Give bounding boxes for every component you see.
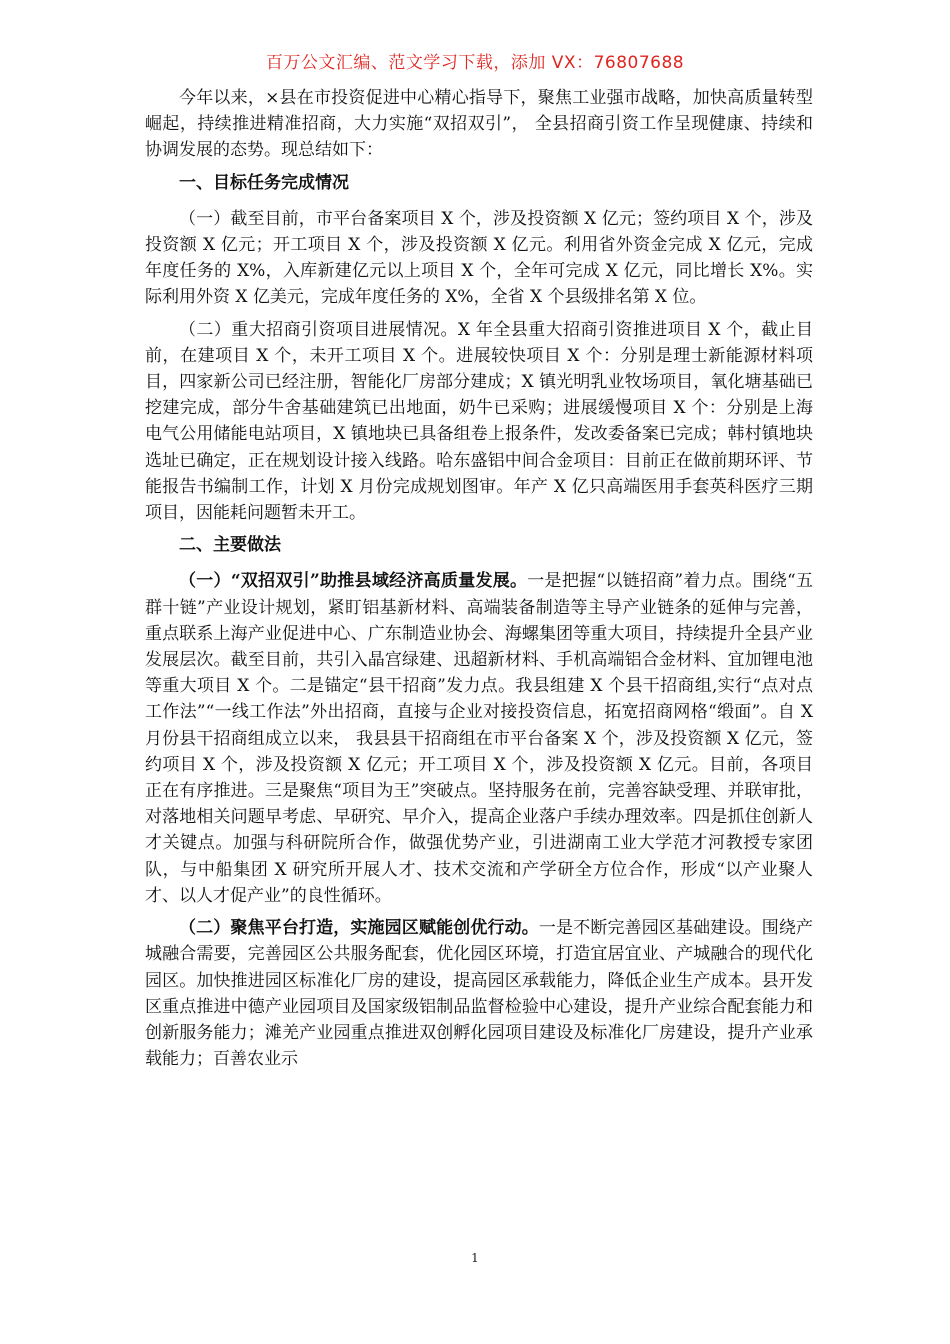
header-banner: 百万公文汇编、范文学习下载，添加 VX：76807688 [265,53,685,73]
page-number: 1 [471,1251,479,1265]
paragraph-body: 一是把握“以链招商”着力点。围绕“五群十链”产业设计规划，紧盯铝基新材料、高端装备制造等主导产业链条的延伸与完善，重点联系上海产业促进中心、广东制造业协会、海螺集团等重大项目，持续提升全县产业发展层次。截至目前，共引入晶宫绿建、迅超新材料、手机高端铝合金材料、宜加锂电池等重大项目 X 个。二是锚定“县干招商”发力点。我县组建 X 个县干招商组,实行“点对点工作法”“一线工作法”外出招商，直接与企业对接投资信息，拓宽招商网格“缎面”。自 X 月份县干招商组成立以来， 我县县干招商组在市平台备案 X 个，涉及投资额 X 亿元，签约项目 X 个，涉及投资额 X 亿元；开工项目 X 个，涉及投资额 X 亿元。目前，各项目正在有序推进。三是聚焦“项目为王”突破点。坚持服务在前，完善容缺受理、并联审批，对落地相关问题早考虑、早研究、早介入，提高企业落户手续办理效率。四是抓住创新人才关键点。加强与科研院所合作，做强优势产业，引进湖南工业大学范才河教授专家团队，与中船集团 X 研究所开展人才、技术交流和产学研全方位合作，形成“以产业聚人才、以人才促产业”的良性循环。 [145,571,813,906]
section1-paragraph-1: （一）截至目前，市平台备案项目 X 个，涉及投资额 X 亿元；签约项目 X 个，涉及投资额 X 亿元；开工项目 X 个，涉及投资额 X 亿元。利用省外资金完成 X 亿元，完成年度任务的 X%，入库新建亿元以上项目 X 个，全年可完成 X 亿元，同比增长 X%。实际利用外资 X 亿美元，完成年度任务的 X%，全省 X 个县级排名第 X 位。 [145,208,813,308]
section-heading-2: 二、主要做法 [179,535,281,556]
paragraph-body: 一是不断完善园区基础建设。围绕产城融合需要，完善园区公共服务配套，优化园区环境，打造宜居宜业、产城融合的现代化园区。加快推进园区标准化厂房的建设，提高园区承载能力，降低企业生产成本。县开发区重点推进中德产业园项目及国家级铝制品监督检验中心建设，提升产业综合配套能力和创新服务能力；滩羌产业园重点推进双创孵化园项目建设及标准化厂房建设，提升产业承载能力；百善农业示 [145,918,814,1070]
section2-paragraph-1 [145,568,813,909]
section1-paragraph-2: （二）重大招商引资项目进展情况。X 年全县重大招商引资推进项目 X 个，截止目前，在建项目 X 个，未开工项目 X 个。进展较快项目 X 个：分别是理士新能源材料项目，四家新公司已经注册，智能化厂房部分建成；X 镇光明乳业牧场项目，氧化塘基础已挖建完成，部分牛舍基础建筑已出地面，奶牛已采购；进展缓慢项目 X 个：分别是上海电气公用储能电站项目，X 镇地块已具备组卷上报条件，发改委备案已完成；韩村镇地块选址已确定，正在规划设计接入线路。哈东盛铝中间合金项目：目前正在做前期环评、节能报告书编制工作，计划 X 月份完成规划图审。年产 X 亿只高端医用手套英科医疗三期项目，因能耗问题暂未开工。 [145,319,813,524]
section-heading-1: 一、目标任务完成情况 [179,172,349,193]
document-body [145,85,813,1078]
paragraph-lead: （二）聚焦平台打造，实施园区赋能创优行动。 [179,918,539,939]
intro-paragraph: 今年以来，×县在市投资促进中心精心指导下，聚焦工业强市战略，加快高质量转型崛起，持续推进精准招商，大力实施“双招双引”， 全县招商引资工作呈现健康、持续和协调发展的态势。现总结如下： [145,88,813,161]
paragraph-lead: （一）“双招双引”助推县域经济高质量发展。 [179,571,528,592]
section2-paragraph-2 [145,915,813,1072]
